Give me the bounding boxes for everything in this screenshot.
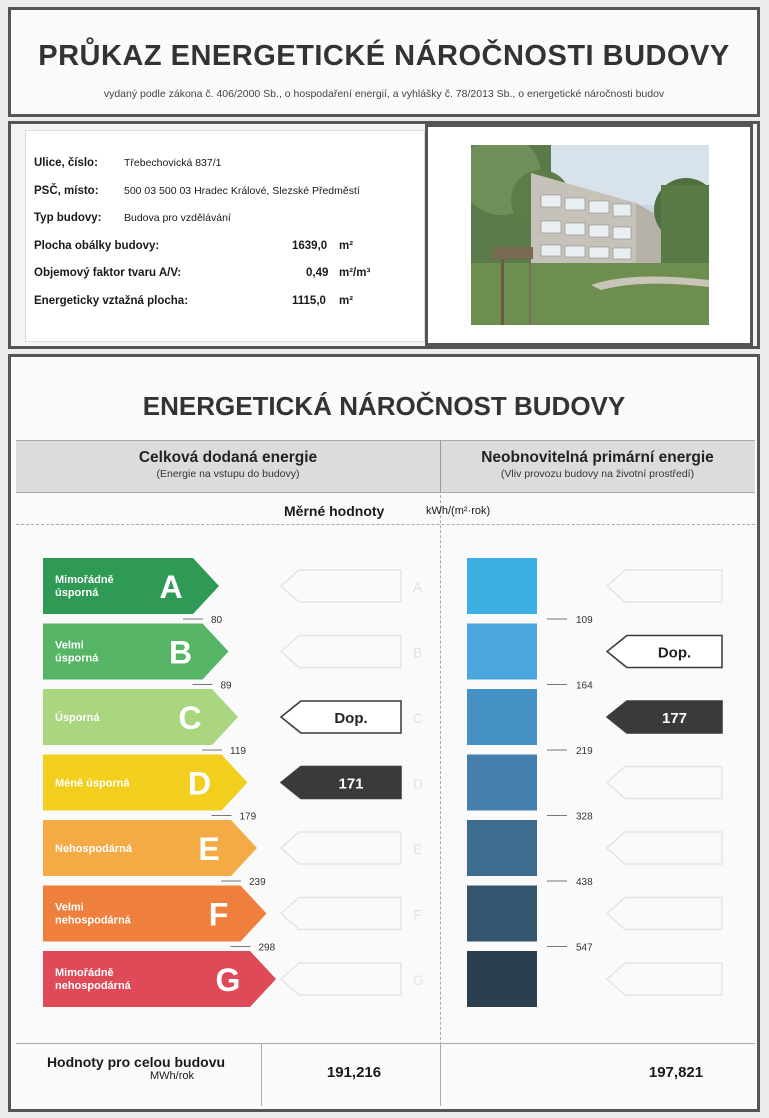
energy-section-title: ENERGETICKÁ NÁROČNOST BUDOVY	[142, 391, 626, 421]
primary-threshold: 438	[576, 877, 593, 888]
primary-scale-bar-b	[467, 624, 537, 680]
whole-building-totals-row	[16, 1043, 755, 1105]
primary-scale-bar-a	[467, 558, 537, 614]
primary-energy-total: 197,821	[648, 1064, 704, 1081]
delivered-ghost-arrow	[281, 570, 401, 602]
class-name-g: Mimořádně	[55, 967, 114, 979]
class-name-b: úsporná	[55, 652, 99, 665]
envelope-value: 1639,0	[292, 240, 328, 252]
primary-ghost-arrow	[607, 898, 722, 930]
type-value: Budova pro vzdělávání	[124, 212, 231, 224]
delivered-threshold: 179	[239, 811, 257, 823]
delivered-ghost-letter: D	[413, 775, 424, 792]
delivered-ghost-arrow	[281, 898, 401, 930]
class-name-d: Méně úsporná	[55, 777, 130, 790]
energy-performance-section	[8, 354, 760, 1112]
reference-area-value: 1115,0	[292, 295, 326, 307]
class-letter-a: A	[159, 569, 183, 605]
delivered-ghost-arrow	[281, 963, 401, 995]
class-arrow-f	[43, 886, 267, 942]
delivered-ghost-arrow	[281, 636, 401, 668]
class-name-f: nehospodárná	[55, 914, 131, 927]
building-photo-frame	[425, 124, 753, 346]
building-info-section	[8, 121, 760, 349]
delivered-ghost-letter: B	[413, 644, 423, 661]
class-arrow-a	[43, 558, 219, 614]
class-name-f: Velmi	[55, 901, 84, 914]
delivered-threshold: 89	[220, 680, 232, 692]
delivered-ghost-arrow	[281, 832, 401, 864]
delivered-ghost-letter: F	[413, 906, 422, 923]
envelope-label: Plocha obálky budovy:	[34, 240, 160, 252]
specific-values-label: Měrné hodnoty	[284, 503, 385, 519]
type-label: Typ budovy:	[34, 212, 102, 224]
primary-ghost-arrow	[607, 832, 722, 864]
shape-factor-value: 0,49	[306, 267, 329, 279]
delivered-energy-total: 191,216	[326, 1064, 382, 1081]
primary-threshold: 109	[576, 615, 593, 626]
class-letter-e: E	[198, 831, 220, 867]
delivered-ghost-letter: A	[413, 579, 423, 595]
primary-threshold: 219	[576, 746, 593, 757]
delivered-actual-marker-label: 171	[338, 775, 364, 793]
specific-values-unit: kWh/(m²·rok)	[426, 505, 491, 517]
primary-scale-bar-c	[467, 689, 537, 745]
primary-ghost-arrow	[607, 767, 722, 799]
delivered-ghost-letter: G	[413, 972, 424, 988]
primary-scale-bar-e	[467, 820, 537, 876]
whole-building-label-block	[16, 1054, 256, 1082]
certificate-header	[8, 7, 760, 117]
primary-scale-bar-d	[467, 755, 537, 811]
class-arrow-g	[43, 951, 276, 1007]
whole-building-unit: MWh/rok	[150, 1070, 194, 1082]
class-name-b: Velmi	[55, 639, 84, 652]
delivered-ghost-letter: E	[413, 841, 423, 857]
delivered-ghost-letter: C	[413, 710, 424, 726]
street-value: Třebechovická 837/1	[124, 157, 222, 169]
shape-factor-label: Objemový faktor tvaru A/V:	[34, 267, 182, 279]
class-letter-b: B	[168, 634, 193, 671]
primary-threshold: 547	[576, 942, 593, 954]
delivered-energy-subheading: (Energie na vstupu do budovy)	[156, 468, 300, 480]
class-letter-f: F	[208, 896, 229, 933]
shape-factor-unit: m²/m³	[339, 267, 371, 279]
class-letter-d: D	[187, 765, 212, 802]
delivered-threshold: 298	[258, 942, 276, 954]
class-name-a: Mimořádně	[55, 574, 114, 586]
delivered-threshold: 239	[249, 877, 266, 888]
reference-area-unit: m²	[339, 295, 354, 307]
primary-actual-marker-label: 177	[661, 710, 688, 727]
delivered-threshold: 80	[211, 615, 223, 626]
zip-value: 500 03 500 03 Hradec Králové, Slezské Předměstí	[124, 185, 360, 197]
primary-scale-bar-g	[467, 951, 537, 1007]
street-label: Ulice, číslo:	[34, 157, 98, 169]
reference-area-label: Energeticky vztažná plocha:	[34, 295, 189, 307]
class-name-g: nehospodárná	[55, 980, 131, 992]
class-name-a: úsporná	[55, 587, 99, 599]
document-subtitle: vydaný podle zákona č. 406/2000 Sb., o hospodaření energií, a vyhlášky č. 78/2013 Sb., o energetické náročnosti budov	[103, 88, 665, 100]
zip-label: PSČ, místo:	[34, 185, 99, 197]
class-letter-c: C	[178, 700, 202, 736]
primary-threshold: 164	[576, 680, 593, 692]
envelope-unit: m²	[339, 240, 354, 252]
primary-energy-heading: Neobnovitelná primární energie	[481, 449, 714, 466]
primary-threshold: 328	[576, 811, 593, 823]
class-name-e: Nehospodárná	[55, 843, 133, 855]
primary-energy-subheading: (Vliv provozu budovy na životní prostředí)	[500, 468, 695, 480]
primary-scale-bar-f	[467, 886, 537, 942]
footer-separator	[261, 1044, 262, 1106]
delivered-energy-heading: Celková dodaná energie	[138, 449, 318, 466]
delivered-threshold: 119	[230, 746, 246, 757]
delivered-reference-marker-label: Dop.	[334, 710, 368, 727]
building-photo	[471, 145, 709, 325]
class-name-c: Úsporná	[55, 712, 100, 724]
document-title: PRŮKAZ ENERGETICKÉ NÁROČNOSTI BUDOVY	[38, 40, 730, 72]
building-details-panel	[25, 130, 425, 342]
whole-building-label: Hodnoty pro celou budovu	[46, 1054, 226, 1070]
class-arrow-b	[43, 624, 229, 680]
energy-class-chart	[11, 357, 757, 1047]
primary-ghost-arrow	[607, 963, 722, 995]
class-letter-g: G	[215, 962, 241, 998]
primary-ghost-arrow	[607, 570, 722, 602]
primary-reference-marker-label: Dop.	[657, 644, 692, 662]
